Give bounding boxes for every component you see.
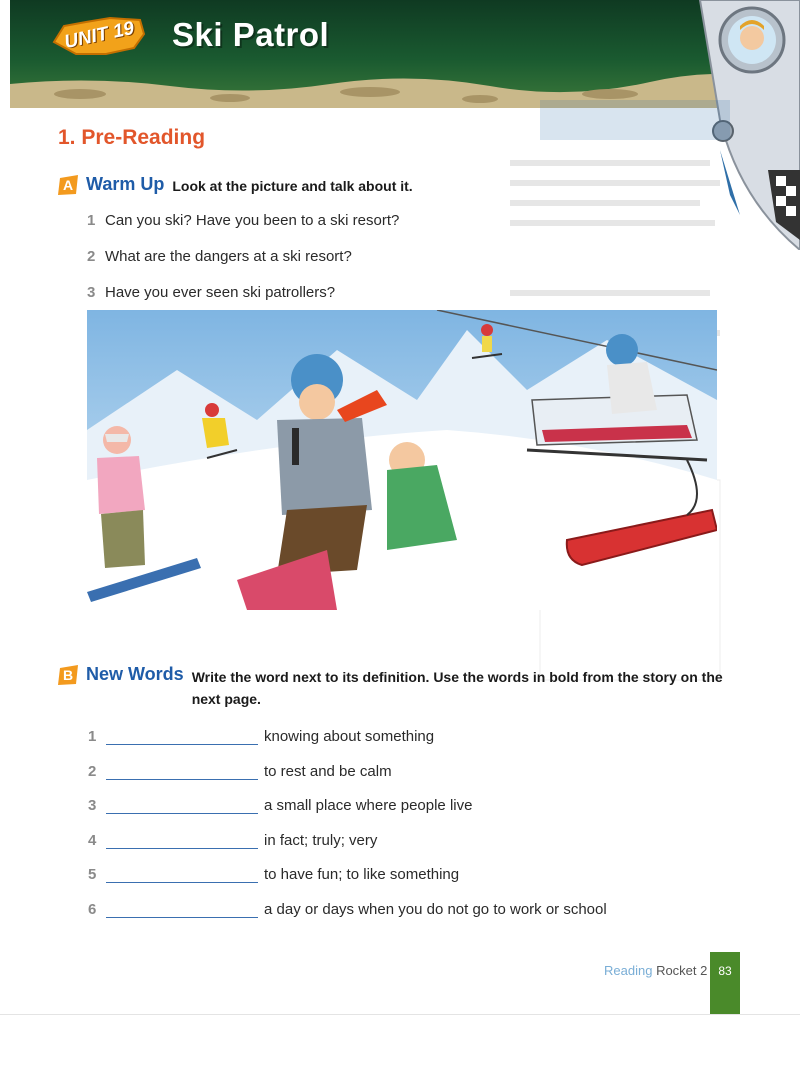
question-number: 1: [87, 212, 96, 229]
answer-blank[interactable]: [106, 901, 258, 918]
section-heading-pre-reading: 1. Pre-Reading: [58, 126, 206, 149]
definition-text: to rest and be calm: [264, 762, 392, 780]
question-number: 2: [87, 248, 96, 265]
question-text: Can you ski? Have you been to a ski resort?: [105, 212, 400, 229]
answer-blank[interactable]: [106, 832, 258, 849]
definition-item: [88, 832, 607, 867]
definition-item: [88, 901, 607, 936]
definition-text: to have fun; to like something: [264, 866, 460, 884]
definition-item: [88, 728, 607, 763]
question-item: [87, 248, 399, 284]
warm-up-question-list: [87, 212, 399, 320]
warm-up-title: Warm Up: [86, 174, 165, 194]
definition-item: [88, 866, 607, 901]
series-name: [604, 963, 707, 978]
question-number: 3: [87, 284, 96, 301]
new-words-title: New Words: [86, 664, 184, 684]
definition-item: [88, 763, 607, 798]
question-item: [87, 212, 399, 248]
section-letter-b-icon: [58, 664, 80, 686]
item-number: 4: [88, 831, 97, 849]
page-number: 83: [710, 952, 740, 1014]
question-text: What are the dangers at a ski resort?: [105, 248, 352, 265]
answer-blank[interactable]: [106, 797, 258, 814]
answer-blank[interactable]: [106, 728, 258, 745]
definition-item: [88, 797, 607, 832]
page-edge-divider: [0, 1014, 800, 1015]
question-text: Have you ever seen ski patrollers?: [105, 284, 336, 301]
series-name-rocket: Rocket 2: [656, 963, 708, 978]
unit-label: UNIT 19: [62, 17, 136, 54]
section-letter-a-icon: [58, 174, 80, 196]
page-title: Ski Patrol: [172, 16, 330, 53]
item-number: 1: [88, 728, 97, 745]
unit-badge: [50, 16, 148, 56]
series-name-reading: Reading: [604, 963, 653, 978]
item-number: 6: [88, 900, 97, 918]
definition-text: in fact; truly; very: [264, 831, 378, 849]
new-words-heading: [58, 664, 748, 710]
ski-patrol-illustration: [87, 310, 717, 610]
warm-up-letter: A: [62, 177, 74, 193]
definition-text: a day or days when you do not go to work or school: [264, 900, 607, 918]
new-words-instruction: Write the word next to its definition. Use the words in bold from the story on the next page.: [191, 669, 723, 707]
warm-up-heading: [58, 174, 413, 197]
new-words-letter: B: [62, 667, 74, 683]
definition-text: a small place where people live: [264, 797, 473, 815]
warm-up-instruction: Look at the picture and talk about it.: [172, 178, 413, 194]
item-number: 2: [88, 762, 97, 780]
item-number: 5: [88, 866, 97, 884]
definition-text: knowing about something: [264, 728, 435, 745]
vocabulary-definition-list: [88, 728, 607, 936]
answer-blank[interactable]: [106, 763, 258, 780]
item-number: 3: [88, 797, 97, 815]
answer-blank[interactable]: [106, 866, 258, 883]
